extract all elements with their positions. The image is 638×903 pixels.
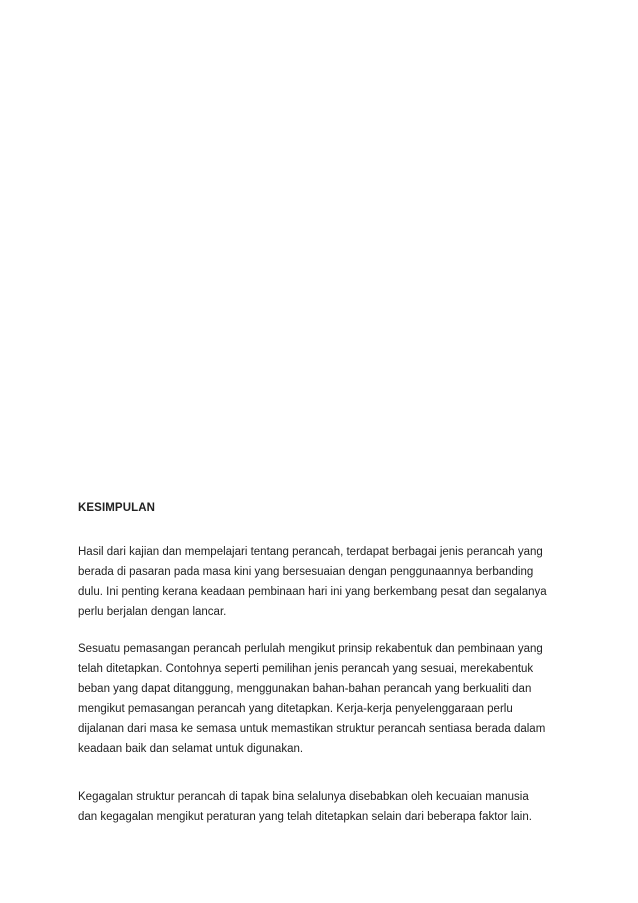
paragraph-line: berada di pasaran pada masa kini yang bersesuaian dengan penggunaannya berbanding: [78, 566, 534, 578]
paragraph-line: dijalanan dari masa ke semasa untuk memastikan struktur perancah sentiasa berada dalam: [78, 723, 546, 735]
paragraph-line: dan kegagalan mengikut peraturan yang telah ditetapkan selain dari beberapa faktor lain.: [78, 811, 532, 823]
section-heading: KESIMPULAN: [78, 502, 156, 514]
paragraph-line: telah ditetapkan. Contohnya seperti pemilihan jenis perancah yang sesuai, merekabentuk: [78, 663, 534, 675]
paragraph-line: Hasil dari kajian dan mempelajari tentang perancah, terdapat berbagai jenis perancah yang: [78, 546, 543, 558]
paragraph-2: [78, 639, 568, 759]
paragraph-line: dulu. Ini penting kerana keadaan pembinaan hari ini yang berkembang pesat dan segalanya: [78, 586, 547, 598]
paragraph-3: [78, 787, 568, 827]
paragraph-line: keadaan baik dan selamat untuk digunakan.: [78, 743, 304, 755]
paragraph-line: perlu berjalan dengan lancar.: [78, 606, 227, 618]
paragraph-1: [78, 542, 568, 622]
paragraph-line: mengikut pemasangan perancah yang ditetapkan. Kerja-kerja penyelenggaraan perlu: [78, 703, 513, 715]
paragraph-line: beban yang dapat ditanggung, menggunakan bahan-bahan perancah yang berkualiti dan: [78, 683, 532, 695]
paragraph-line: Kegagalan struktur perancah di tapak bina selalunya disebabkan oleh kecuaian manusia: [78, 791, 529, 803]
paragraph-line: Sesuatu pemasangan perancah perlulah mengikut prinsip rekabentuk dan pembinaan yang: [78, 643, 543, 655]
